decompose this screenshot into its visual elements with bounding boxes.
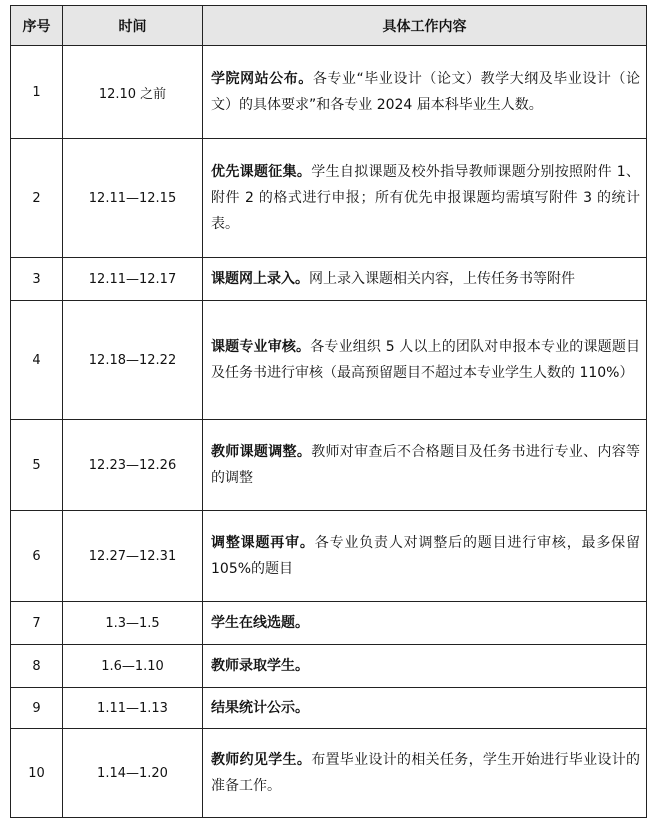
table-header-row [11,6,647,46]
row-content [203,729,647,818]
row-lead: 课题专业审核。 [211,339,311,355]
row-time: 12.11—12.17 [63,258,203,301]
table-row [11,602,647,645]
row-index: 8 [11,645,63,688]
row-text: 各专业负责人对调整后的题目进行审核，最多保留 105%的题目 [211,535,640,577]
row-content [203,602,647,645]
row-index: 1 [11,46,63,139]
row-text: 教师对审查后不合格题目及任务书进行专业、内容等的调整 [211,444,641,486]
table-row [11,729,647,818]
row-time: 12.23—12.26 [63,420,203,511]
row-index: 4 [11,301,63,420]
row-time: 1.6—1.10 [63,645,203,688]
row-time: 12.11—12.15 [63,139,203,258]
table-row [11,511,647,602]
row-lead: 结果统计公示。 [211,700,309,716]
row-index: 9 [11,688,63,729]
table-row [11,688,647,729]
row-index: 10 [11,729,63,818]
header-index: 序号 [11,6,63,46]
row-index: 2 [11,139,63,258]
schedule-table [10,5,647,818]
row-time: 12.10 之前 [63,46,203,139]
row-text: 网上录入课题相关内容，上传任务书等附件 [309,271,575,287]
row-time: 12.27—12.31 [63,511,203,602]
row-time: 1.3—1.5 [63,602,203,645]
row-index: 5 [11,420,63,511]
table-row [11,420,647,511]
row-text: 各专业组织 5 人以上的团队对申报本专业的课题题目及任务书进行审核（最高预留题目不超过本专业学生人数的 110%） [211,339,641,381]
row-lead: 教师课题调整。 [211,444,312,460]
table-row [11,645,647,688]
row-content [203,258,647,301]
row-time: 12.18—12.22 [63,301,203,420]
row-content [203,420,647,511]
row-lead: 优先课题征集。 [211,164,312,180]
row-time: 1.11—1.13 [63,688,203,729]
row-text: 学生自拟课题及校外指导教师课题分别按照附件 1、附件 2 的格式进行申报；所有优先申报课题均需填写附件 3 的统计表。 [211,164,640,232]
header-content: 具体工作内容 [203,6,647,46]
row-lead: 教师录取学生。 [211,658,309,674]
row-index: 7 [11,602,63,645]
header-time: 时间 [63,6,203,46]
row-content [203,688,647,729]
table-row [11,301,647,420]
row-lead: 学院网站公布。 [211,71,313,87]
row-content [203,139,647,258]
row-lead: 学生在线选题。 [211,615,309,631]
table-row [11,139,647,258]
row-index: 3 [11,258,63,301]
row-content [203,301,647,420]
row-lead: 教师约见学生。 [211,752,312,768]
row-content [203,645,647,688]
row-lead: 课题网上录入。 [211,271,309,287]
row-index: 6 [11,511,63,602]
row-text: 各专业“毕业设计（论文）教学大纲及毕业设计（论文）的具体要求”和各专业 2024 届本科毕业生人数。 [211,71,641,113]
row-time: 1.14—1.20 [63,729,203,818]
table-row [11,258,647,301]
row-content [203,46,647,139]
row-lead: 调整课题再审。 [211,535,315,551]
table-row [11,46,647,139]
row-text: 布置毕业设计的相关任务，学生开始进行毕业设计的准备工作。 [211,752,641,794]
row-content [203,511,647,602]
